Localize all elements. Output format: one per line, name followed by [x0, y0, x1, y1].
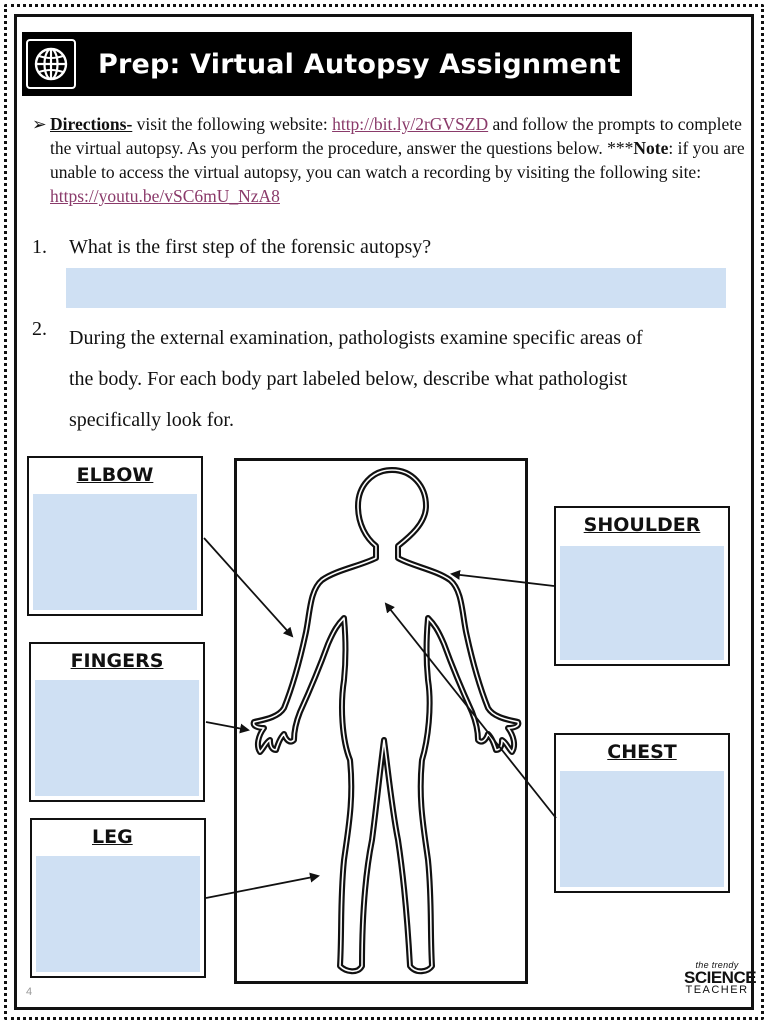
brand-logo: the trendy SCIENCE TEACHER: [684, 960, 757, 996]
chest-label: CHEST: [607, 741, 677, 763]
elbow-arrow: [204, 538, 292, 636]
shoulder-label: SHOULDER: [583, 514, 701, 536]
question-number: 1.: [32, 236, 47, 258]
directions-label: Directions-: [50, 114, 133, 134]
directions-text-3: : if you are unable to access the virtual autopsy, you can watch a recording by visiting the following site:: [50, 138, 745, 182]
elbow-label: ELBOW: [76, 464, 154, 486]
question-text-line-1: During the external examination, pathologists examine specific areas of: [69, 327, 643, 349]
page-title: Prep: Virtual Autopsy Assignment: [98, 48, 621, 80]
fingers-label: FINGERS: [70, 650, 164, 672]
page-number: 4: [26, 986, 33, 998]
fingers-arrow: [206, 722, 248, 730]
leg-arrow: [206, 876, 318, 898]
note-label: Note: [633, 138, 669, 158]
video-link[interactable]: https://youtu.be/vSC6mU_NzA8: [50, 186, 280, 206]
bullet-arrow-icon: ➢: [32, 114, 47, 134]
website-link[interactable]: http://bit.ly/2rGVSZD: [332, 114, 489, 134]
question-text-line-2: the body. For each body part labeled below, describe what pathologist: [69, 368, 628, 390]
directions-text-1: visit the following website:: [132, 114, 333, 134]
directions-text-2: and follow the prompts to complete the virtual autopsy. As you perform the procedure, answer the questions below. ***: [50, 114, 742, 158]
shoulder-arrow: [452, 574, 554, 586]
question-number: 2.: [32, 318, 47, 340]
question-text: What is the first step of the forensic autopsy?: [69, 236, 432, 258]
question-text-line-3: specifically look for.: [69, 409, 234, 431]
leg-label: LEG: [92, 826, 133, 848]
